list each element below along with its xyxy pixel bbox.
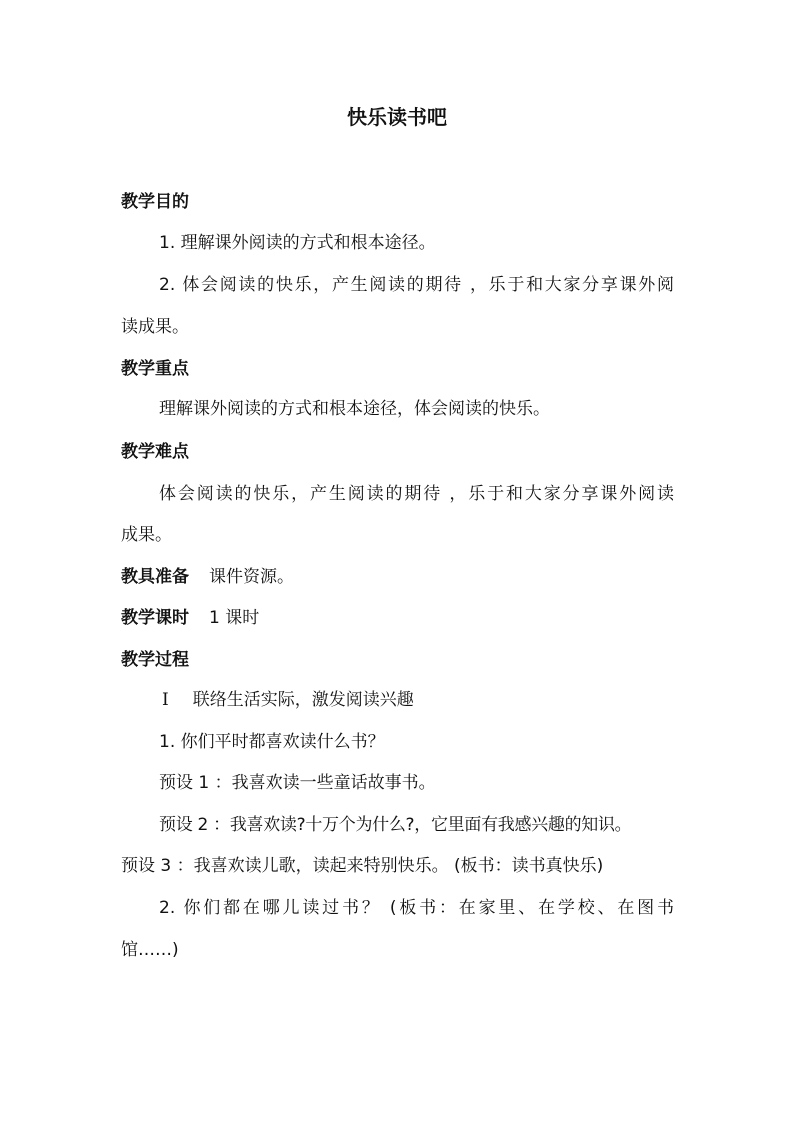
materials-row [121, 567, 294, 587]
preset-3: 预设 3 ：我喜欢读儿歌，读起来特别快乐。 (板书：读书真快乐) [121, 856, 604, 876]
difficulties-heading: 教学难点 [121, 442, 189, 462]
key-points-text: 理解课外阅读的方式和根本途径，体会阅读的快乐。 [159, 399, 550, 419]
process-section-row [162, 690, 414, 710]
question-2-line-2: 馆……) [121, 940, 179, 960]
section-mark: Ⅰ [162, 690, 169, 710]
preset-2: 预设 2 ：我喜欢读?十万个为什么?，它里面有我感兴趣的知识。 [159, 815, 632, 835]
objective-item-2-line-1: 2. 体会阅读的快乐，产生阅读的期待 ，乐于和大家分享课外阅 [159, 275, 674, 295]
key-points-heading: 教学重点 [121, 359, 189, 379]
objective-item-2-line-2: 读成果。 [121, 317, 189, 337]
difficulties-line-1: 体会阅读的快乐，产生阅读的期待 ，乐于和大家分享课外阅读 [159, 484, 674, 504]
difficulties-line-2: 成果。 [121, 525, 172, 545]
page-title: 快乐读书吧 [347, 105, 447, 129]
hours-row [121, 608, 259, 628]
question-2-line-1: 2. 你们都在哪儿读过书？ (板书：在家里、在学校、在图书 [159, 898, 674, 918]
hours-heading: 教学课时 [121, 608, 189, 628]
section-title: 联络生活实际，激发阅读兴趣 [192, 690, 414, 710]
hours-value: 1 课时 [209, 608, 260, 628]
process-heading: 教学过程 [121, 650, 189, 670]
materials-heading: 教具准备 [121, 567, 189, 587]
objective-item-1: 1. 理解课外阅读的方式和根本途径。 [159, 233, 436, 253]
materials-value: 课件资源。 [209, 567, 294, 587]
question-1: 1. 你们平时都喜欢读什么书？ [159, 732, 385, 752]
preset-1: 预设 1 ：我喜欢读一些童话故事书。 [159, 773, 436, 793]
objectives-heading: 教学目的 [121, 192, 189, 212]
